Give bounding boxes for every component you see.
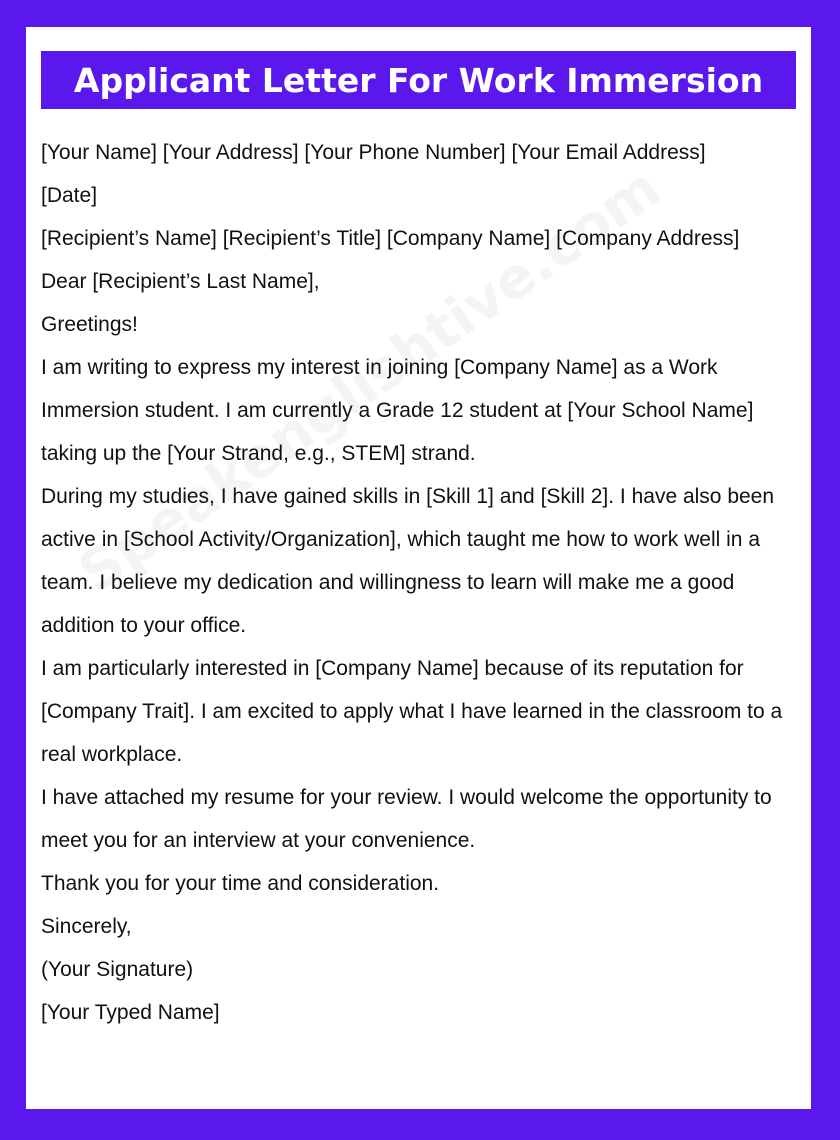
- signature-placeholder: (Your Signature): [41, 958, 194, 981]
- thanks-line: Thank you for your time and consideration.: [41, 872, 440, 895]
- sender-line: [Your Name] [Your Address] [Your Phone Number] [Your Email Address]: [41, 141, 706, 164]
- paragraph-intro: I am writing to express my interest in joining [Company Name] as a Work Immersion student. I am currently a Grade 12 student at [Your School Name] taking up the [Your Strand, e.g., STEM] strand.: [41, 356, 754, 465]
- letter-page: [26, 27, 811, 1109]
- letter-body: [41, 131, 801, 1034]
- title-banner: [41, 51, 796, 109]
- recipient-line: [Recipient’s Name] [Recipient’s Title] [Company Name] [Company Address]: [41, 227, 740, 250]
- paragraph-interest: I am particularly interested in [Company Name] because of its reputation for [Company Trait]. I am excited to apply what I have learned in the classroom to a real workplace.: [41, 657, 783, 766]
- typed-name: [Your Typed Name]: [41, 1001, 220, 1024]
- salutation: Dear [Recipient’s Last Name],: [41, 270, 320, 293]
- greeting: Greetings!: [41, 313, 138, 336]
- closing: Sincerely,: [41, 915, 132, 938]
- page-title: Applicant Letter For Work Immersion: [73, 60, 764, 100]
- paragraph-resume: I have attached my resume for your review. I would welcome the opportunity to meet you for an interview at your convenience.: [41, 786, 772, 852]
- paragraph-skills: During my studies, I have gained skills in [Skill 1] and [Skill 2]. I have also been active in [School Activity/Organization], which taught me how to work well in a team. I believe my dedication and willingness to learn will make me a good addition to your office.: [41, 485, 775, 637]
- date-line: [Date]: [41, 184, 98, 207]
